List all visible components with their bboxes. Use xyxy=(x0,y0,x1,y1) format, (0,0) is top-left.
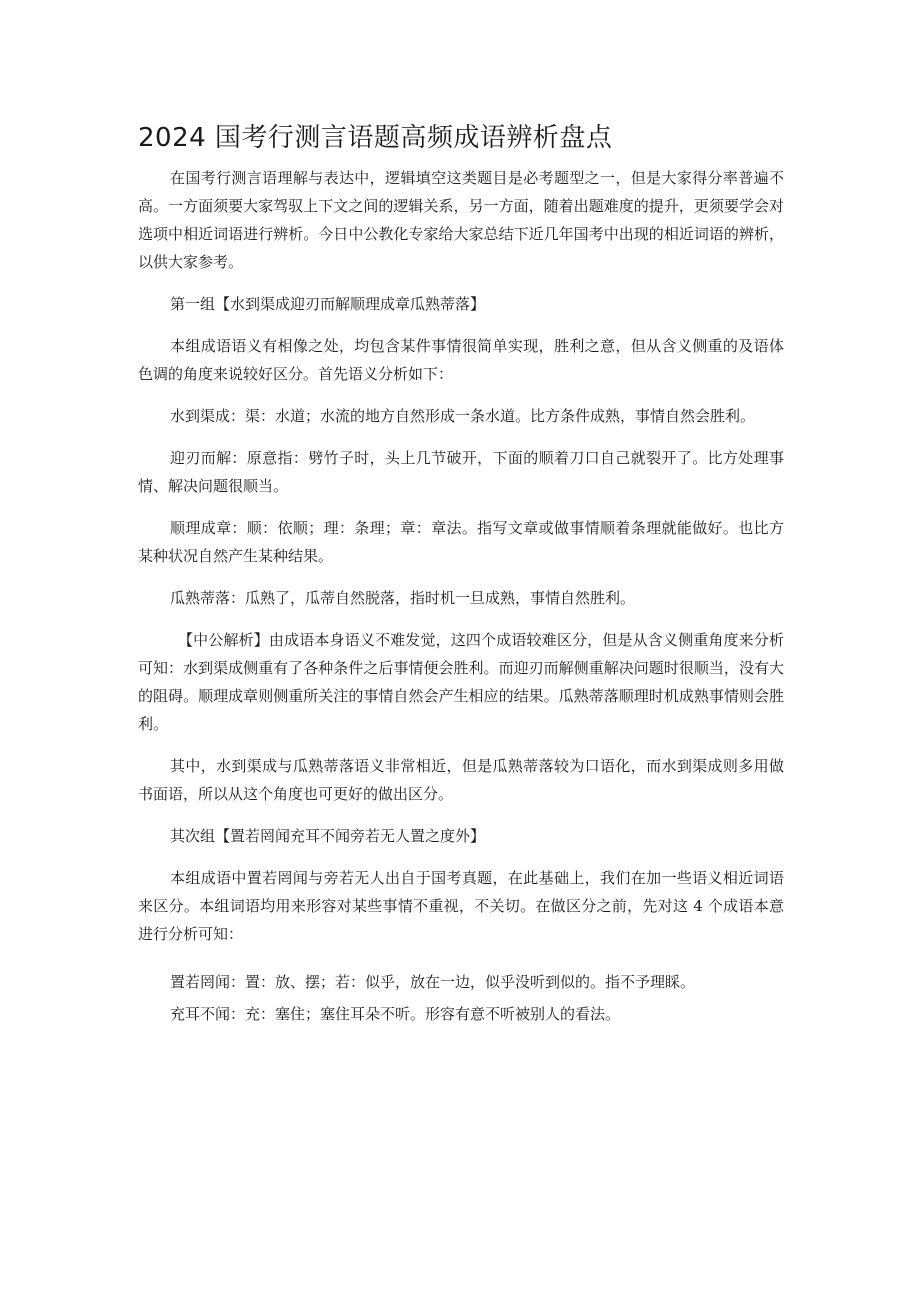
definition-ying-ren-er-jie: 迎刃而解：原意指：劈竹子时，头上几节破开，下面的顺着刀口自己就裂开了。比方处理事情、解决问题很顺当。 xyxy=(138,449,784,495)
definition-shun-li-cheng-zhang: 顺理成章：顺：依顺；理：条理；章：章法。指写文章或做事情顺着条理就能做好。也比方某种状况自然产生某种结果。 xyxy=(138,519,784,565)
definition-shui-dao-qu-cheng: 水到渠成：渠：水道；水流的地方自然形成一条水道。比方条件成熟，事情自然会胜利。 xyxy=(170,407,756,425)
definition-chong-er-bu-wen: 充耳不闻：充：塞住；塞住耳朵不听。形容有意不听被别人的看法。 xyxy=(170,1005,621,1023)
group-1-heading: 第一组【水到渠成迎刃而解顺理成章瓜熟蒂落】 xyxy=(170,295,486,313)
group-1-analysis: 【中公解析】由成语本身语义不难发觉，这四个成语较难区分，但是从含义侧重角度来分析可知：水到渠成侧重有了各种条件之后事情便会胜利。而迎刃而解侧重解决问题时很顺当，没有大的阻碍。顺理成章则侧重所关注的事情自然会产生相应的结果。瓜熟蒂落顺理时机成熟事情则会胜利。 xyxy=(138,631,784,733)
definition-zhi-ruo-wang-wen: 置若罔闻：置：放、摆；若：似乎，放在一边，似乎没听到似的。指不予理睬。 xyxy=(170,973,696,991)
document-title: 2024 国考行测言语题高频成语辨析盘点 xyxy=(138,123,613,153)
group-2-overview: 本组成语中置若罔闻与旁若无人出自于国考真题，在此基础上，我们在加一些语义相近词语来区分。本组词语均用来形容对某些事情不重视，不关切。在做区分之前，先对这 4 个成语本意进行分析可知： xyxy=(138,869,784,943)
definition-gua-shu-di-luo: 瓜熟蒂落：瓜熟了，瓜蒂自然脱落，指时机一旦成熟，事情自然胜利。 xyxy=(170,589,636,607)
group-2-heading: 其次组【置若罔闻充耳不闻旁若无人置之度外】 xyxy=(170,827,486,845)
group-1-comparison: 其中，水到渠成与瓜熟蒂落语义非常相近，但是瓜熟蒂落较为口语化，而水到渠成则多用做书面语，所以从这个角度也可更好的做出区分。 xyxy=(138,757,784,803)
document-page xyxy=(138,118,784,1032)
intro-paragraph: 在国考行测言语理解与表达中，逻辑填空这类题目是必考题型之一，但是大家得分率普遍不高。一方面须要大家驾驭上下文之间的逻辑关系，另一方面，随着出题难度的提升，更须要学会对选项中相近词语进行辨析。今日中公教化专家给大家总结下近几年国考中出现的相近词语的辨析，以供大家参考。 xyxy=(138,169,784,271)
group-1-overview: 本组成语语义有相像之处，均包含某件事情很简单实现，胜利之意，但从含义侧重的及语体色调的角度来说较好区分。首先语义分析如下： xyxy=(138,337,784,383)
